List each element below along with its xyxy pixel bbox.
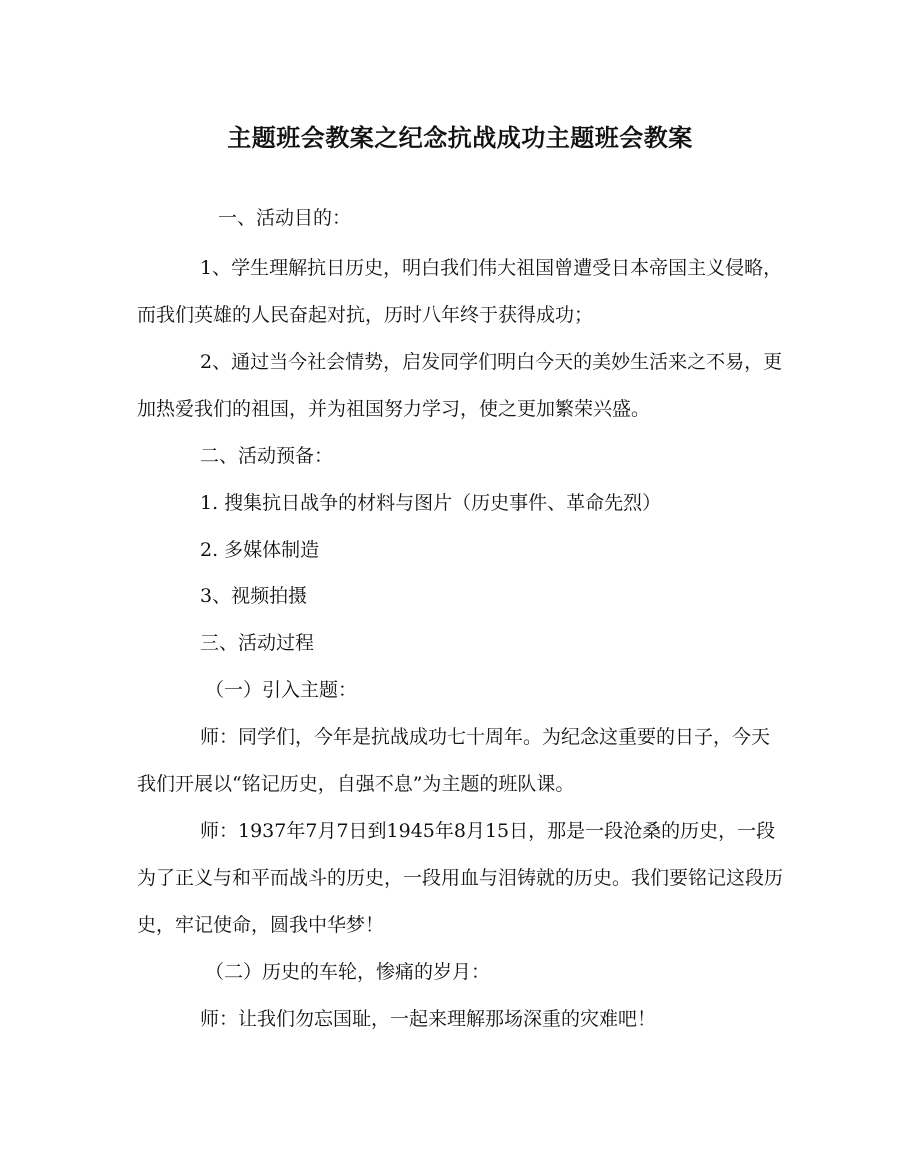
paragraph-teacher-remember: 师：让我们勿忘国耻，一起来理解那场深重的灾难吧！: [200, 1008, 657, 1030]
section-heading-preparation: 二、活动预备：: [200, 445, 334, 467]
list-item-prep-2: 2. 多媒体制造: [200, 539, 320, 561]
section-heading-process: 三、活动过程: [200, 632, 315, 654]
list-item-prep-1: 1. 搜集抗日战争的材料与图片（历史事件、革命先烈）: [200, 492, 662, 514]
section-heading-goals: 一、活动目的：: [218, 207, 352, 229]
subheading-history-wheel: （二）历史的车轮，惨痛的岁月：: [205, 961, 491, 983]
subheading-introduction: （一）引入主题：: [205, 679, 358, 701]
document-title: 主题班会教案之纪念抗战成功主题班会教案: [227, 123, 693, 152]
paragraph-goal-1: 1、学生理解抗日历史，明白我们伟大祖国曾遭受日本帝国主义侵略，而我们英雄的人民奋起对抗，历时八年终于获得成功；: [137, 257, 783, 326]
paragraph-teacher-intro: 师：同学们，今年是抗战成功七十周年。为纪念这重要的日子，今天我们开展以“铭记历史，自强不息”为主题的班队课。: [137, 726, 771, 795]
list-item-prep-3: 3、视频拍摄: [200, 585, 308, 607]
paragraph-teacher-history: 师：1937年7月7日到1945年8月15日，那是一段沧桑的历史，一段为了正义与和平而战斗的历史，一段用血与泪铸就的历史。我们要铭记这段历史，牢记使命，圆我中华梦！: [137, 820, 784, 936]
paragraph-goal-2: 2、通过当今社会情势，启发同学们明白今天的美妙生活来之不易，更加热爱我们的祖国，并为祖国努力学习，使之更加繁荣兴盛。: [137, 351, 783, 420]
